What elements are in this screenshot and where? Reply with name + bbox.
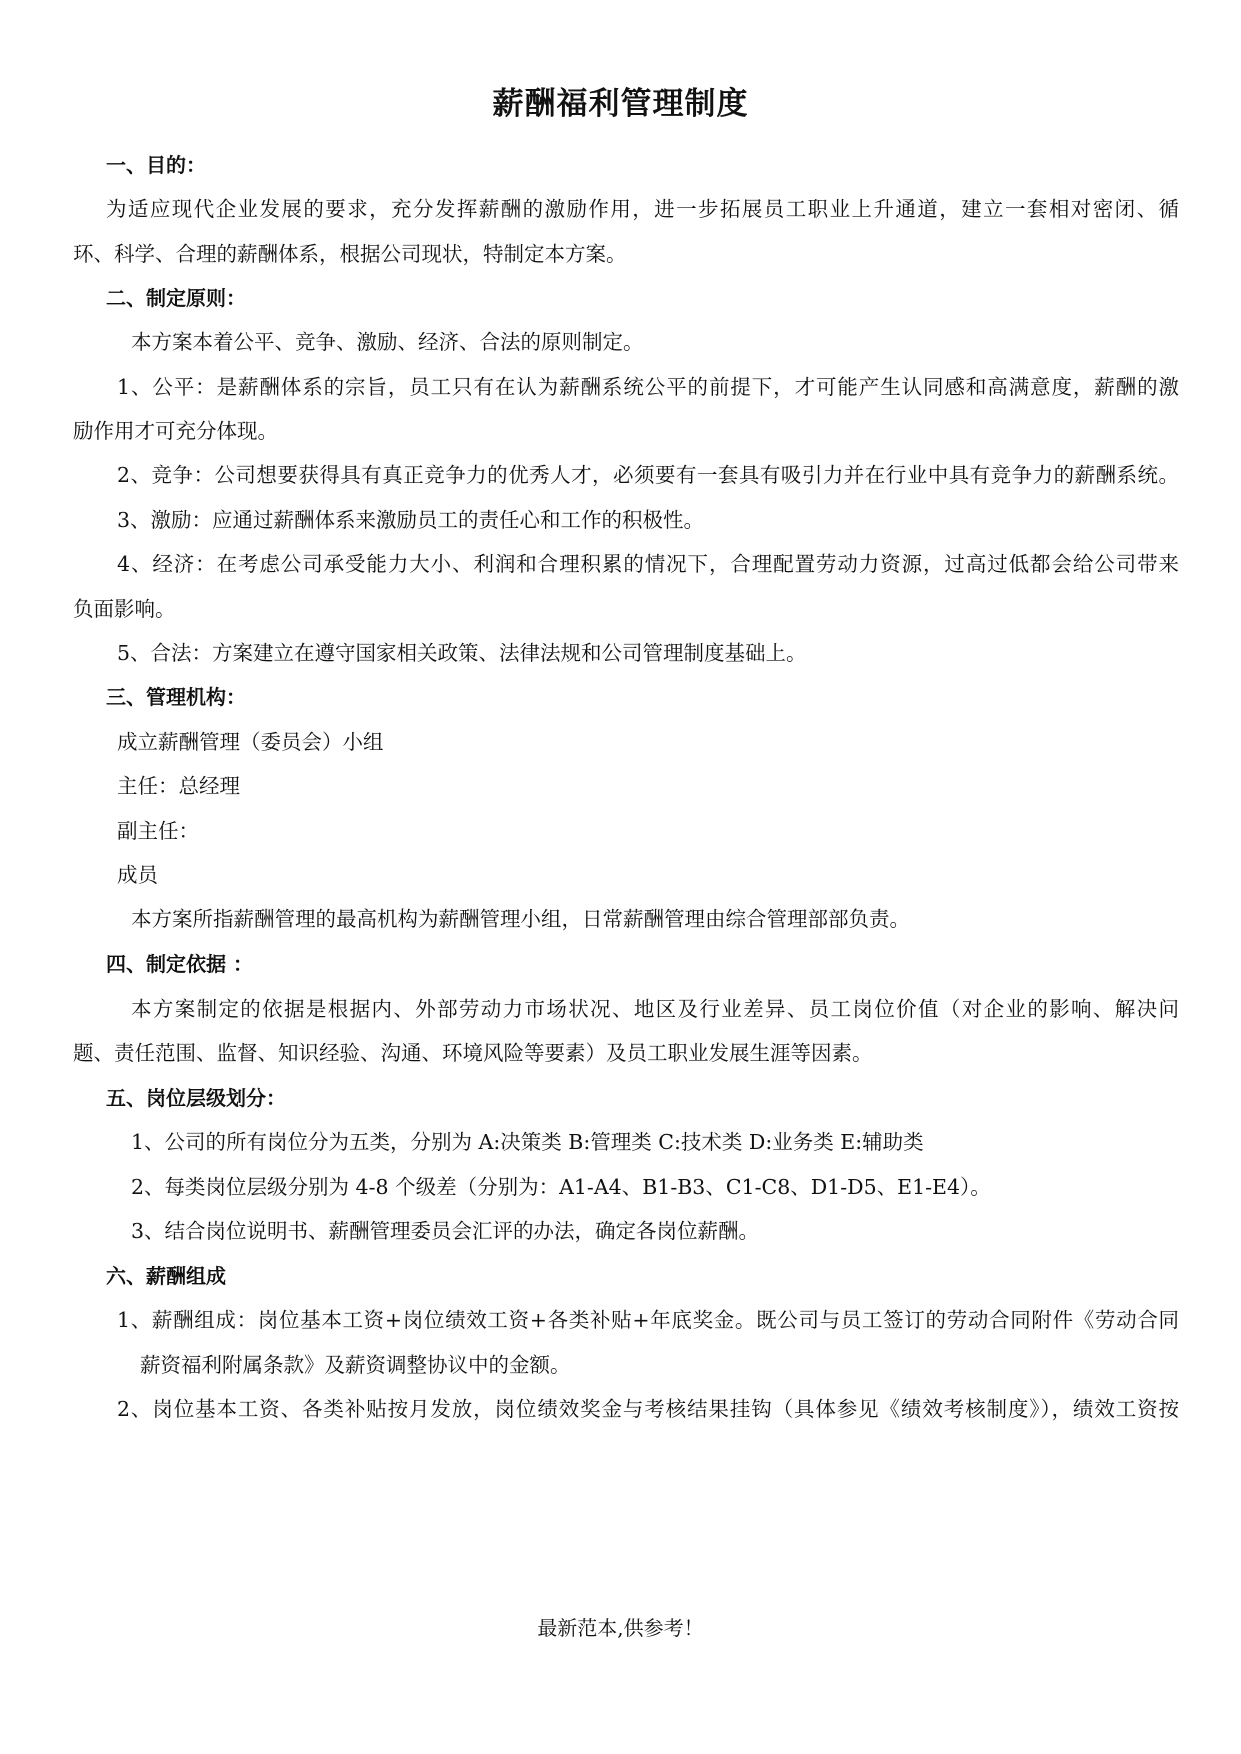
section-5-heading: 五、岗位层级划分： — [106, 1086, 286, 1110]
salary-item-2-line-1: 2、岗位基本工资、各类补贴按月发放，岗位绩效奖金与考核结果挂钩（具体参见《绩效考核制度》），绩效工资按 — [117, 1397, 1179, 1421]
section-1-heading: 一、目的： — [106, 153, 206, 177]
section-4-paragraph-line-1: 本方案制定的依据是根据内、外部劳动力市场状况、地区及行业差异、员工岗位价值（对企业的影响、解决问 — [131, 997, 1179, 1021]
grade-item-3: 3、结合岗位说明书、薪酬管理委员会汇评的办法，确定各岗位薪酬。 — [131, 1219, 760, 1243]
committee-director: 主任：总经理 — [117, 774, 240, 798]
page-footer: 最新范本,供参考！ — [537, 1616, 704, 1640]
principle-1-line-1: 1、公平：是薪酬体系的宗旨，员工只有在认为薪酬系统公平的前提下，才可能产生认同感和高满意度，薪酬的激 — [117, 375, 1179, 399]
committee-line-1: 成立薪酬管理（委员会）小组 — [117, 730, 384, 754]
section-6-heading: 六、薪酬组成 — [106, 1264, 226, 1288]
principle-5: 5、合法：方案建立在遵守国家相关政策、法律法规和公司管理制度基础上。 — [117, 641, 807, 665]
section-2-heading: 二、制定原则： — [106, 286, 246, 310]
grade-item-2: 2、每类岗位层级分别为 4-8 个级差（分别为：A1-A4、B1-B3、C1-C8、D1-D5、E1-E4）。 — [131, 1175, 991, 1199]
section-1-paragraph-line-1: 为适应现代企业发展的要求，充分发挥薪酬的激励作用，进一步拓展员工职业上升通道，建立一套相对密闭、循 — [106, 197, 1179, 221]
section-4-heading: 四、制定依据 ： — [106, 952, 253, 976]
document-title: 薪酬福利管理制度 — [492, 86, 749, 122]
principle-3: 3、激励：应通过薪酬体系来激励员工的责任心和工作的积极性。 — [117, 508, 705, 532]
committee-deputy-director: 副主任： — [117, 819, 199, 843]
salary-item-1-line-2: 薪资福利附属条款》及薪资调整协议中的金额。 — [140, 1353, 571, 1377]
section-1-paragraph-line-2: 环、科学、合理的薪酬体系，根据公司现状，特制定本方案。 — [73, 242, 627, 266]
principle-1-line-2: 励作用才可充分体现。 — [73, 419, 278, 443]
committee-note: 本方案所指薪酬管理的最高机构为薪酬管理小组，日常薪酬管理由综合管理部部负责。 — [131, 907, 910, 931]
grade-item-1: 1、公司的所有岗位分为五类，分别为 A:决策类 B:管理类 C:技术类 D:业务类 E:辅助类 — [131, 1130, 924, 1154]
committee-members: 成员 — [117, 863, 158, 887]
principle-4-line-1: 4、经济：在考虑公司承受能力大小、利润和合理积累的情况下，合理配置劳动力资源，过高过低都会给公司带来 — [117, 552, 1179, 576]
principle-2: 2、竞争：公司想要获得具有真正竞争力的优秀人才，必须要有一套具有吸引力并在行业中具有竞争力的薪酬系统。 — [117, 463, 1179, 487]
section-4-paragraph-line-2: 题、责任范围、监督、知识经验、沟通、环境风险等要素）及员工职业发展生涯等因素。 — [73, 1041, 873, 1065]
section-2-intro: 本方案本着公平、竞争、激励、经济、合法的原则制定。 — [131, 330, 644, 354]
salary-item-1-line-1: 1、薪酬组成：岗位基本工资+岗位绩效工资+各类补贴+年底奖金。既公司与员工签订的劳动合同附件《劳动合同 — [117, 1308, 1179, 1332]
principle-4-line-2: 负面影响。 — [73, 597, 176, 621]
section-3-heading: 三、管理机构： — [106, 685, 246, 709]
